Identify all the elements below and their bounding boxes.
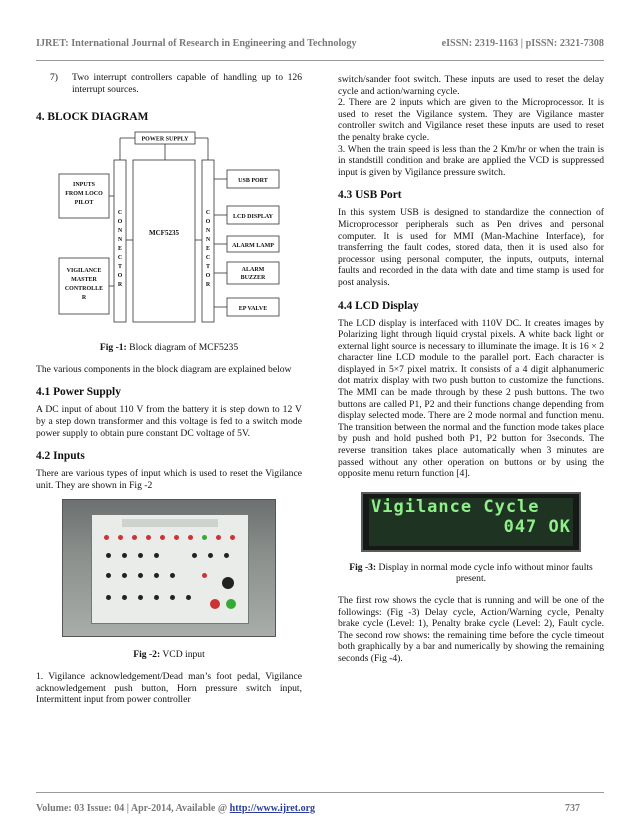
- lcd-display-label: LCD DISPLAY: [233, 214, 273, 221]
- journal-link[interactable]: http://www.ijret.org: [229, 803, 316, 814]
- header-divider: [36, 60, 604, 61]
- issn-info: eISSN: 2319-1163 | pISSN: 2321-7308: [441, 38, 604, 49]
- usb-port-label: USB PORT: [238, 178, 268, 185]
- paragraph: 3. When the train speed is less than the 2 Km/hr or when the train is in standstill condition and brake are applied the VCD is suppressed input is given by Vigilance pressure switch.: [338, 143, 604, 178]
- svg-text:N: N: [205, 237, 211, 244]
- paragraph: In this system USB is designed to standardize the connection of Microprocessor peripherals such as Pen drives and personal computer. It is used for MMI (Man-Machine Interface), for transferring the fault codes, stored data, then it is used also for processor using personal computer, the inputs, outputs, internal faults and recorded in the data with date and time stamp is used for post analysis.: [338, 207, 604, 288]
- svg-text:C: C: [205, 255, 211, 262]
- vcd-input-photo: [62, 499, 276, 637]
- fig3-caption: Fig -3: Display in normal mode cycle info without minor faults present.: [349, 561, 593, 585]
- section-heading: 4.1 Power Supply: [36, 386, 121, 399]
- page-number: 737: [565, 803, 580, 814]
- paragraph: The first row shows the cycle that is running and will be one of the followings: (Fig -3) Delay cycle, Action/Warning cycle, Penalty brake cycle (Level: 1), Penalty brake cycle (Level: 2), Fault cycle. The second row shows: the remaining time before the cycle timeout both graphically by a bar and numerically by showing the remaining seconds (Fig -4).: [338, 595, 604, 664]
- paragraph: 2. There are 2 inputs which are given to the Microprocessor. It is used to reset the Vigilance system. They are Vigilance master controller switch and Vigilance reset these inputs are used to reset the penalty brake cycle.: [338, 97, 604, 143]
- vigilance-label-4: R: [81, 295, 87, 302]
- lcd-display-photo: [361, 492, 581, 552]
- svg-text:N: N: [117, 237, 123, 244]
- mcf5235-block: [133, 160, 195, 322]
- svg-text:E: E: [205, 246, 211, 253]
- lcd-line-2: 047 OK: [503, 516, 571, 537]
- list-number: 7): [50, 72, 58, 83]
- vcd-panel: [91, 514, 249, 624]
- power-supply-label: POWER SUPPLY: [141, 136, 189, 143]
- vigilance-label-2: MASTER: [71, 277, 97, 284]
- svg-text:O: O: [205, 219, 211, 226]
- svg-text:T: T: [117, 264, 123, 271]
- paragraph: The various components in the block diagram are explained below: [36, 363, 292, 375]
- alarm-lamp-label: ALARM LAMP: [232, 243, 274, 250]
- paragraph: The LCD display is interfaced with 110V DC. It creates images by Polarizing light through liquid crystal pixels. A white back light or external light source is necessary to illuminate the image. It is 16 × 2 character line LCD module to the parallel port. Each character is displayed in 5×7 pixel matrix. It consists of a 4 digit alphanumeric dot matrix display with two push button to customize the functions. The MMI can be made through by these 2 push buttons. The two buttons are called P1, P2 and their functions change depending from display selected mode. There are 2 mode normal and function menu. The transition between the normal and the function mode takes place by push and hold pushed both P1, P2 button for 3seconds. The reverse transition takes place automatically when 3 minutes are passed without any other operation on buttons or by using the opposite menu return function [4].: [338, 317, 604, 480]
- svg-text:N: N: [117, 228, 123, 235]
- svg-text:O: O: [117, 219, 123, 226]
- svg-text:E: E: [117, 246, 123, 253]
- paragraph: 1. Vigilance acknowledgement/Dead man’s foot pedal, Vigilance acknowledgement push button, Horn pressure switch input, Intermittent input from power controller: [36, 670, 302, 706]
- vigilance-label-3: CONTROLLE: [64, 286, 104, 293]
- section-heading: 4. BLOCK DIAGRAM: [36, 111, 149, 124]
- svg-text:N: N: [205, 228, 211, 235]
- ep-valve-label: EP VALVE: [238, 306, 268, 313]
- paragraph: There are various types of input which is used to reset the Vigilance unit. They are shown in Fig -2: [36, 468, 302, 491]
- footer-divider: [36, 792, 604, 793]
- panel-title-strip: [122, 519, 218, 527]
- inputs-label-1: INPUTS: [72, 182, 96, 189]
- paragraph: switch/sander foot switch. These inputs are used to reset the delay cycle and action/warning cycle.: [338, 74, 604, 97]
- footer-volume: Volume: 03 Issue: 04 | Apr-2014, Available @: [36, 803, 230, 814]
- svg-text:R: R: [205, 282, 211, 289]
- vigilance-label-1: VIGILANCE: [66, 268, 102, 275]
- svg-text:R: R: [117, 282, 123, 289]
- alarm-buzzer-label-2: BUZZER: [240, 275, 266, 282]
- svg-text:C: C: [117, 210, 123, 217]
- fig1-caption: Fig -1: Block diagram of MCF5235: [99, 342, 239, 354]
- svg-text:O: O: [205, 273, 211, 280]
- section-heading: 4.4 LCD Display: [338, 299, 419, 312]
- footer: [36, 803, 604, 814]
- inputs-label-3: PILOT: [74, 200, 94, 207]
- running-header: [36, 38, 604, 54]
- left-column: [36, 72, 302, 706]
- svg-text:O: O: [117, 273, 123, 280]
- journal-title: IJRET: International Journal of Research in Engineering and Technology: [36, 38, 357, 49]
- inputs-label-2: FROM LOCO: [65, 191, 103, 198]
- list-text: Two interrupt controllers capable of handling up to 126 interrupt sources.: [72, 72, 302, 95]
- paragraph: A DC input of about 110 V from the battery it is step down to 12 V by a step down transformer and this voltage is fed to a switch mode power supply to obtain pure constant DC voltage of 5V.: [36, 404, 302, 439]
- svg-text:C: C: [117, 255, 123, 262]
- mcf5235-label: MCF5235: [149, 229, 179, 238]
- svg-text:T: T: [205, 264, 211, 271]
- section-heading: 4.2 Inputs: [36, 450, 85, 463]
- right-column: [338, 74, 604, 665]
- fig2-caption: Fig -2: VCD input: [133, 649, 205, 661]
- block-diagram: [53, 130, 285, 330]
- alarm-buzzer-label-1: ALARM: [241, 267, 265, 274]
- section-heading: 4.3 USB Port: [338, 189, 402, 202]
- svg-text:C: C: [205, 210, 211, 217]
- lcd-line-1: Vigilance Cycle: [371, 496, 540, 517]
- list-item: [36, 72, 302, 95]
